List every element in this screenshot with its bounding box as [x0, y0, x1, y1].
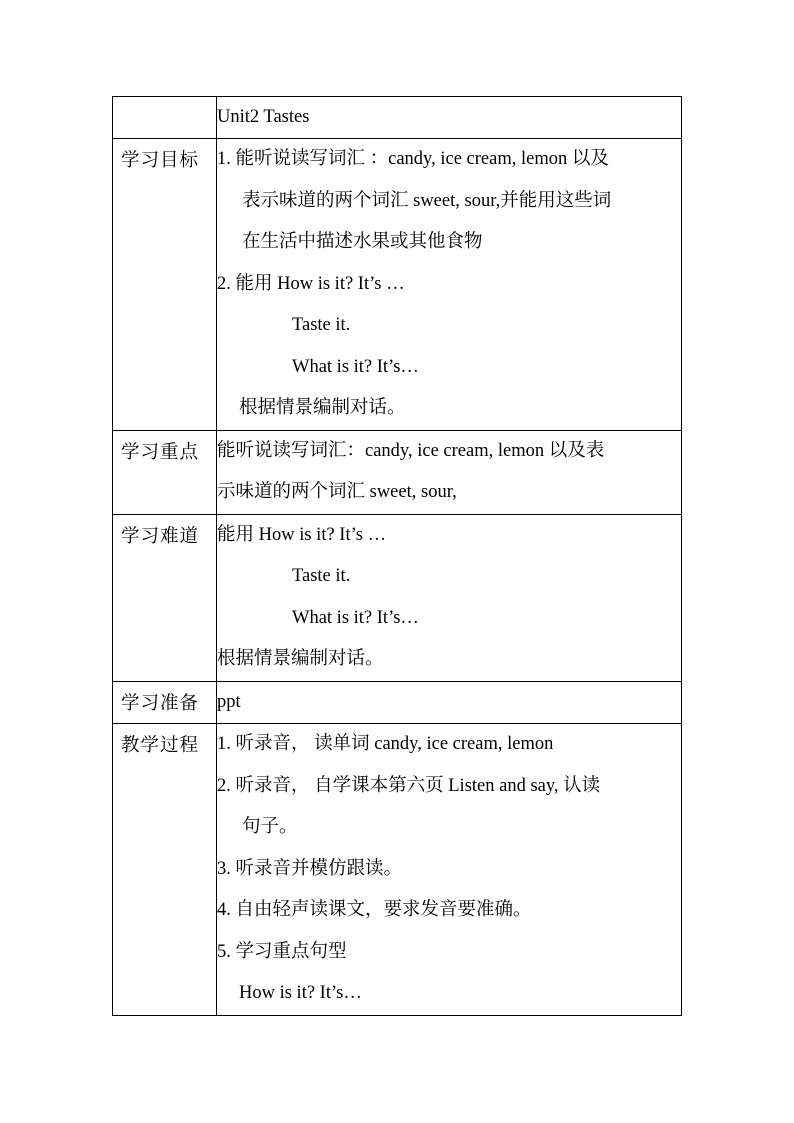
key-points-line: 能听说读写词汇：candy, ice cream, lemon 以及表	[217, 440, 605, 461]
difficulties-label: 学习难道	[121, 526, 200, 547]
title-row	[113, 97, 682, 139]
process-line: 3. 听录音并模仿跟读。	[217, 858, 403, 879]
preparation-label: 学习准备	[121, 693, 200, 714]
key-points-line: 示味道的两个词汇 sweet, sour,	[217, 482, 457, 502]
objectives-line: What is it? It’s…	[292, 356, 419, 377]
preparation-value: ppt	[217, 691, 241, 712]
title-cell	[217, 97, 682, 139]
process-content	[217, 724, 682, 1016]
lesson-plan-table	[112, 96, 682, 1016]
difficulties-label-cell	[113, 514, 217, 681]
key-points-label-cell	[113, 430, 217, 514]
difficulties-line: Taste it.	[292, 566, 351, 586]
key-points-content	[217, 430, 682, 514]
objectives-content	[217, 139, 682, 431]
title-label-cell	[113, 97, 217, 139]
process-line: 1. 听录音， 读单词 candy, ice cream, lemon	[217, 734, 554, 754]
process-line: How is it? It’s…	[239, 983, 362, 1003]
objectives-line: 根据情景编制对话。	[239, 398, 406, 418]
difficulties-line: What is it? It’s…	[292, 607, 419, 628]
preparation-row	[113, 681, 682, 724]
objectives-label: 学习目标	[121, 151, 200, 171]
objectives-line: 表示味道的两个词汇 sweet, sour,并能用这些词	[242, 190, 612, 211]
objectives-line: 1. 能听说读写词汇 ：candy, ice cream, lemon 以及	[217, 149, 609, 169]
key-points-row	[113, 430, 682, 514]
process-label-cell	[113, 724, 217, 1016]
difficulties-line: 根据情景编制对话。	[217, 649, 384, 669]
difficulties-content	[217, 514, 682, 681]
process-row	[113, 724, 682, 1016]
objectives-line: 在生活中描述水果或其他食物	[242, 232, 483, 252]
process-label: 教学过程	[121, 736, 200, 756]
difficulties-line: 能用 How is it? It’s …	[217, 524, 387, 545]
title-label	[113, 97, 216, 104]
process-line: 句子。	[242, 817, 298, 837]
objectives-line: 2. 能用 How is it? It’s …	[217, 273, 405, 294]
unit-title: Unit2 Tastes	[217, 107, 310, 127]
objectives-line: Taste it.	[292, 315, 351, 335]
process-line: 4. 自由轻声读课文，要求发音要准确。	[217, 900, 532, 920]
difficulties-row	[113, 514, 682, 681]
process-line: 2. 听录音， 自学课本第六页 Listen and say, 认读	[217, 775, 601, 796]
objectives-label-cell	[113, 139, 217, 431]
process-line: 5. 学习重点句型	[217, 941, 347, 962]
objectives-row	[113, 139, 682, 431]
key-points-label: 学习重点	[121, 442, 200, 463]
preparation-content	[217, 681, 682, 724]
preparation-label-cell	[113, 681, 217, 724]
